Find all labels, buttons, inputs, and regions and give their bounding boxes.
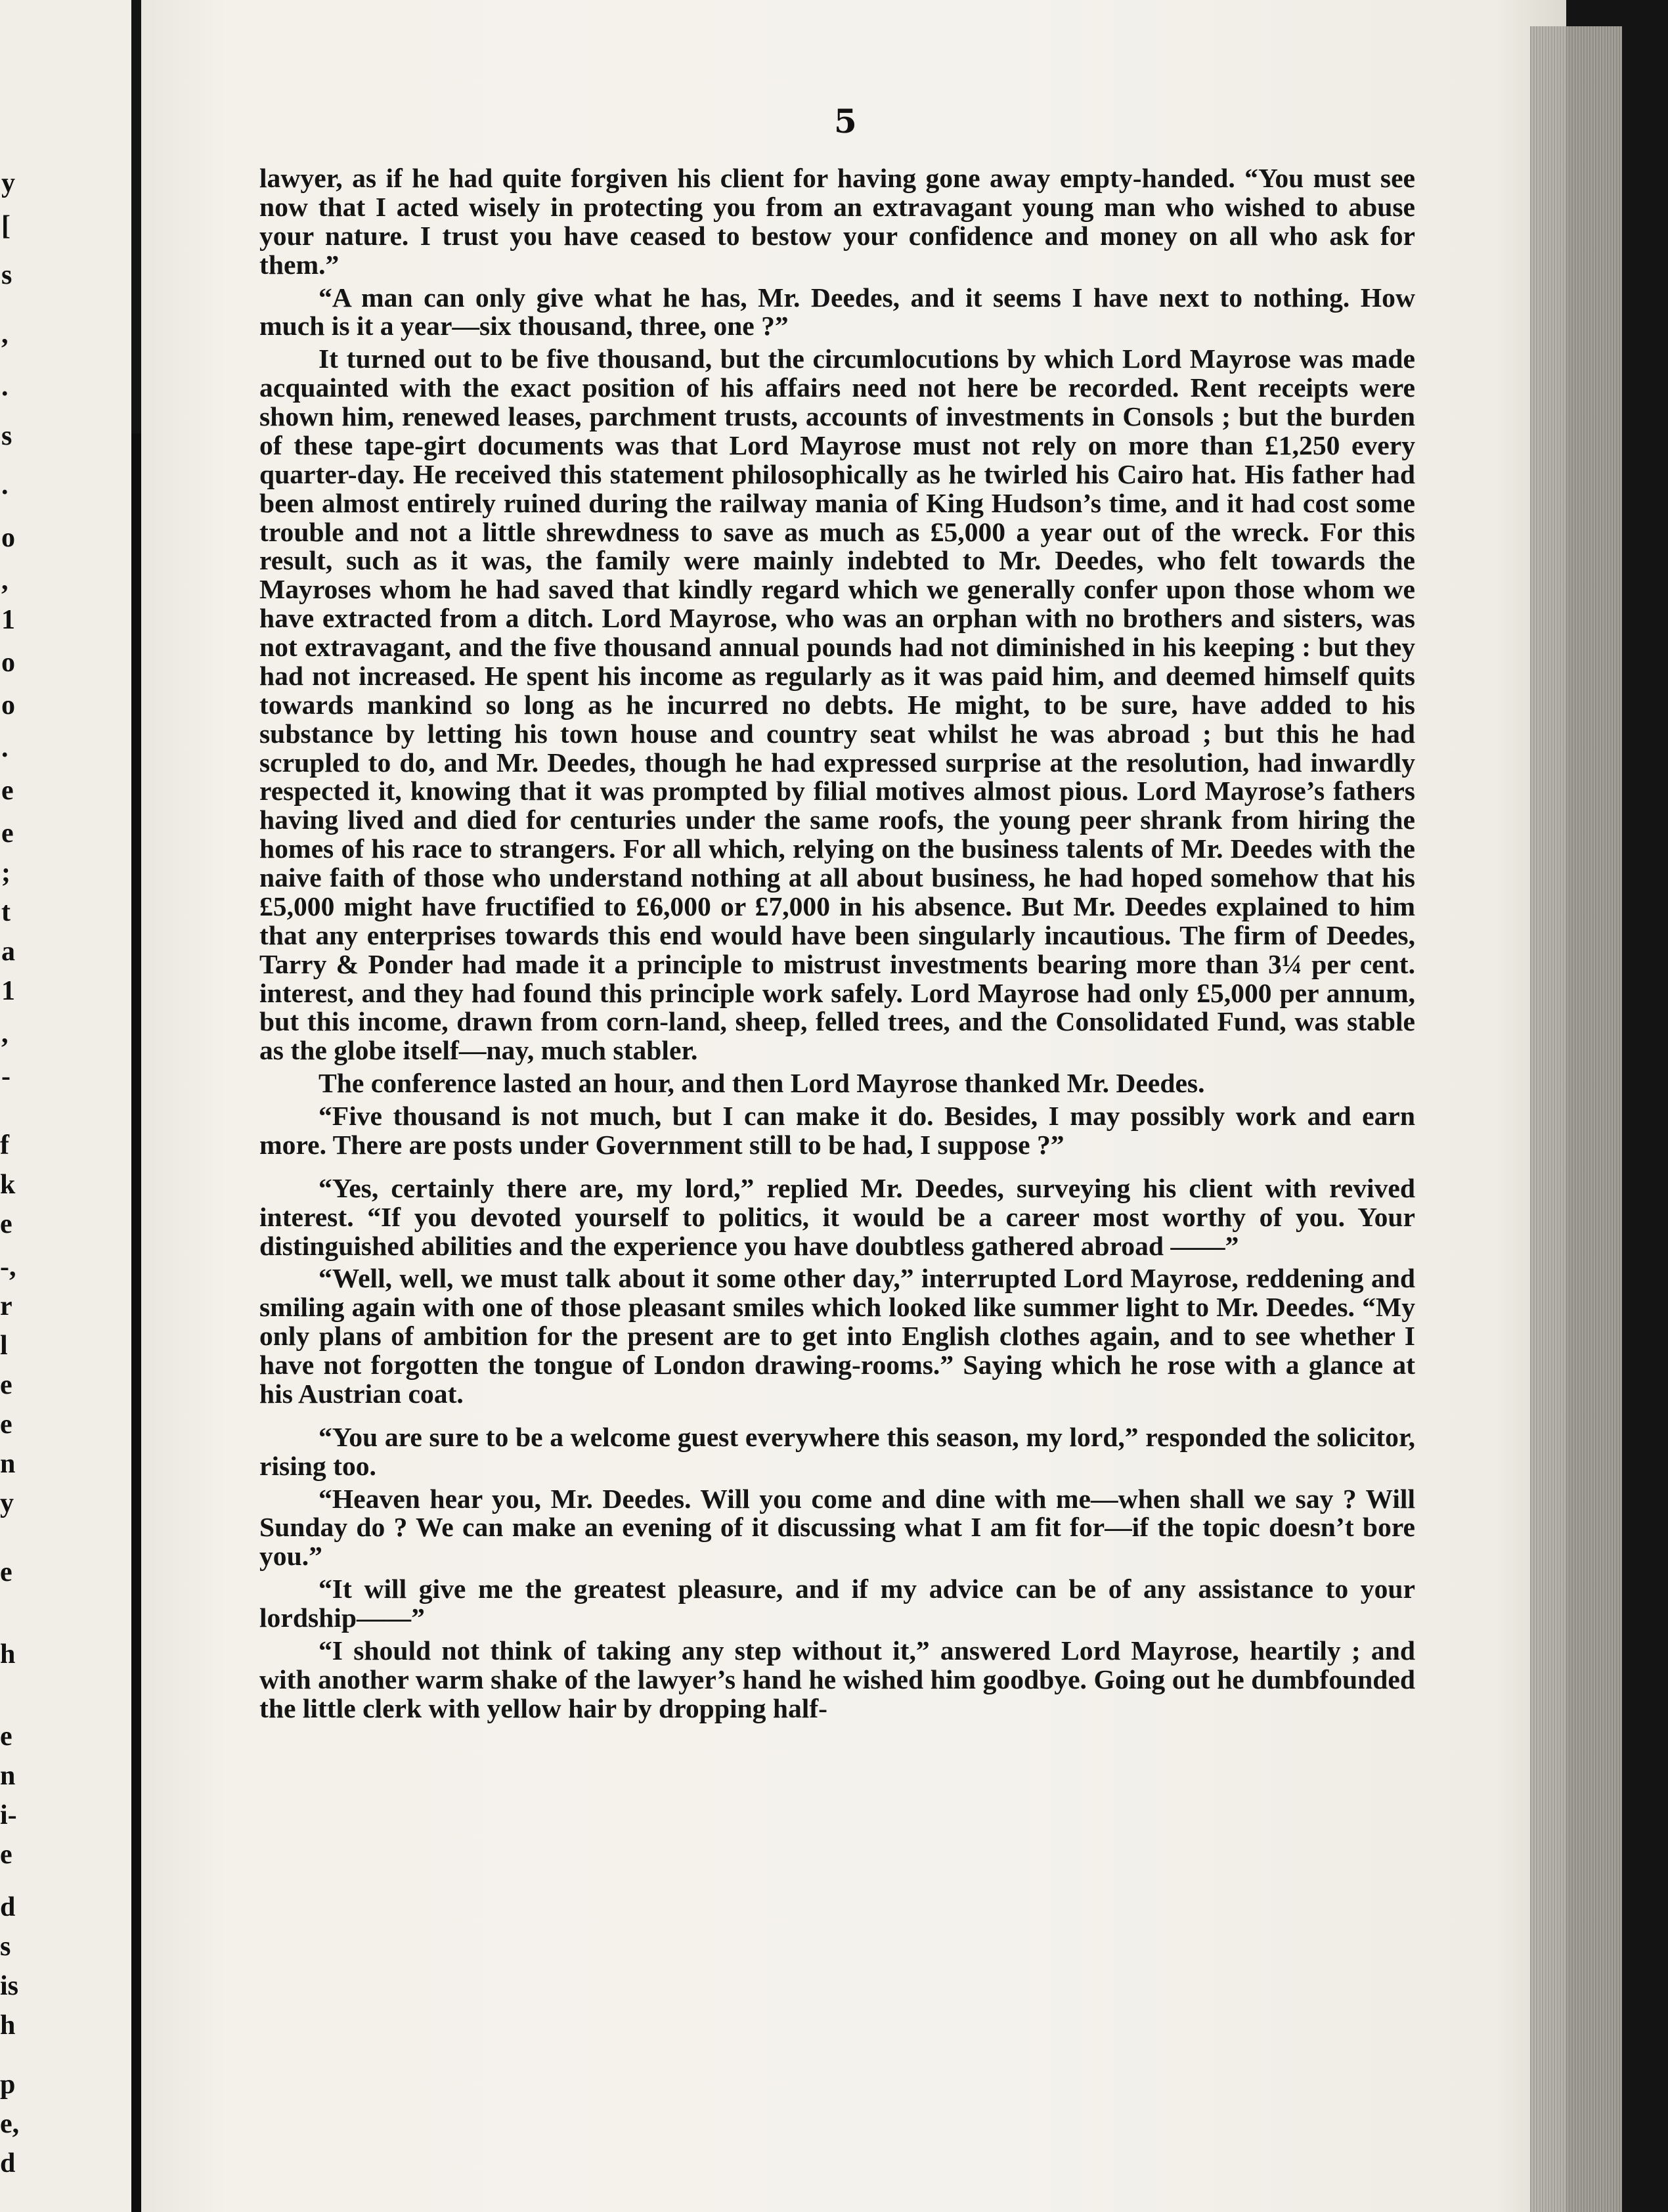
facing-page-fragment: 1 <box>1 605 15 635</box>
facing-page-fragment: e <box>0 1370 12 1400</box>
facing-page-fragment: e <box>0 1557 12 1587</box>
facing-page-fragment: k <box>0 1170 16 1200</box>
facing-page-fragment: e <box>0 1409 12 1440</box>
facing-page-fragment: s <box>0 1932 11 1962</box>
page-number: 5 <box>834 102 857 141</box>
facing-page-fragment: o <box>1 690 15 720</box>
facing-page-fragment: o <box>1 523 15 553</box>
facing-page-fragment: n <box>0 1761 16 1791</box>
facing-page-fragment: l <box>0 1331 8 1361</box>
facing-page-fragment: e <box>0 1840 12 1870</box>
facing-page-fragment: h <box>0 1639 16 1670</box>
facing-page-fragment: - <box>1 1061 11 1092</box>
paragraph: It turned out to be five thousand, but the circumlocutions by which Lord Mayrose was made acquainted with the exact position of his affairs need not here be recorded. Rent receipts were shown him, renewed leases, parchment trusts, accounts of investments in Consols ; but the burden of these tape-girt documents was that Lord Mayrose must not rely on more than £1,250 every quarter-day. He received this statement philosophically as he twirled his Cairo hat. His father had been almost entirely ruined during the railway mania of King Hudson’s time, and it had cost some trouble and not a little shrewdness to save as much as £5,000 a year out of the wreck. For this result, such as it was, the family were mainly indebted to Mr. Deedes, who felt towards the Mayroses whom he had saved that kindly regard which we generally confer upon those whom we have extracted from a ditch. Lord Mayrose, who was an orphan with no brothers and sisters, was not extravagant, and the five thousand annual pounds had not diminished in his keeping : but they had not increased. He spent his income as regularly as it was paid him, and deemed himself quits towards mankind so long as he incurred no debts. He might, to be sure, have added to his substance by letting his town house and country seat whilst he was abroad ; but this he had scrupled to do, and Mr. Deedes, though he had expressed surprise at the resolution, had inwardly respected it, knowing that it was prompted by filial motives almost pious. Lord Mayrose’s fathers having lived and died for centuries under the same roofs, the young peer shrank from hiring the homes of his race to strangers. For all which, relying on the business talents of Mr. Deedes with the naive faith of those who understand nothing at all about business, he had hoped somehow that his £5,000 might have fructified to £6,000 or £7,000 in his absence. But Mr. Deedes explained to him that any enterprises towards this end would have been singularly incautious. The firm of Deedes, Tarry & Ponder had made it a principle to mistrust investments bearing more than 3¼ per cent. interest, and they had found this principle work safely. Lord Mayrose had only £5,000 per annum, but this income, drawn from corn-land, sheep, felled trees, and the Consolidated Fund, was stable as the globe itself—nay, much stabler. <box>259 343 1415 1066</box>
facing-page-fragment: f <box>0 1130 9 1161</box>
paragraph: lawyer, as if he had quite forgiven his client for having gone away empty-handed. “You must see now that I acted wisely in protecting you from an extravagant young man who wished to abuse your nature. I trust you have ceased to bestow your confidence and money on all who ask for them.” <box>259 163 1415 280</box>
page-edge-stack <box>1530 26 1622 2212</box>
facing-page-fragment: y <box>1 168 15 198</box>
facing-page-fragment: 1 <box>1 976 15 1006</box>
paragraph: “I should not think of taking any step without it,” answered Lord Mayrose, heartily ; and with another warm shake of the lawyer’s hand he wished him goodbye. Going out he dumbfounded the little clerk with yellow hair by dropping half- <box>259 1635 1415 1723</box>
facing-page-fragment: o <box>1 648 15 678</box>
facing-page-fragment: , <box>1 565 9 596</box>
facing-page-fragment: e <box>1 776 14 806</box>
facing-page-fragment: h <box>0 2010 16 2041</box>
facing-page-fragment: s <box>1 260 12 290</box>
facing-page-fragment: t <box>1 897 11 927</box>
facing-page-fragment: e <box>0 1209 12 1239</box>
facing-page-fragment: d <box>0 1892 16 1922</box>
facing-page-fragment: e <box>1 818 14 849</box>
facing-page-fragment: -, <box>0 1252 16 1282</box>
facing-page-fragment: is <box>0 1971 19 2001</box>
facing-page-fragment: , <box>1 1019 9 1049</box>
facing-page-fragment: n <box>0 1449 16 1479</box>
facing-page-fragment: ; <box>1 858 11 888</box>
facing-page-fragment: . <box>1 733 9 763</box>
paragraph: “Well, well, we must talk about it some other day,” interrupted Lord Mayrose, reddening and smiling again with one of those pleasant smiles which looked like summer light to Mr. Deedes. “My only plans of ambition for the present are to get into English clothes again, and to see whether I have not forgotten the tongue of London drawing-rooms.” Saying which he rose with a glance at his Austrian coat. <box>259 1263 1415 1409</box>
facing-page-fragment: . <box>1 372 9 402</box>
paragraph: “Five thousand is not much, but I can make it do. Besides, I may possibly work and earn more. There are posts under Government still to be had, I suppose ?” <box>259 1101 1415 1160</box>
facing-page-fragment: , <box>1 319 9 349</box>
facing-page-text-fragments <box>0 0 131 2212</box>
facing-page-fragment: . <box>1 470 9 500</box>
facing-page-fragment: i- <box>0 1800 17 1830</box>
facing-page-fragment: e <box>0 1721 12 1752</box>
facing-page-fragment: y <box>0 1488 14 1518</box>
facing-page-fragment: e, <box>0 2109 20 2139</box>
facing-page-fragment: [ <box>1 211 11 241</box>
facing-page-fragment: a <box>1 937 15 967</box>
paragraph: “Yes, certainly there are, my lord,” replied Mr. Deedes, surveying his client with revived interest. “If you devoted yourself to politics, it would be a career most worthy of you. Your distinguished abilities and the experience you have doubtless gathered abroad ——” <box>259 1172 1415 1261</box>
paragraph: “It will give me the greatest pleasure, and if my advice can be of any assistance to your lordship——” <box>259 1574 1415 1633</box>
paragraph: “You are sure to be a welcome guest everywhere this season, my lord,” responded the solicitor, rising too. <box>259 1421 1415 1481</box>
facing-page-fragment: d <box>0 2148 16 2179</box>
paragraph: “A man can only give what he has, Mr. Deedes, and it seems I have next to nothing. How much is it a year—six thousand, three, one ?” <box>259 282 1415 342</box>
facing-page-fragment: s <box>1 421 12 451</box>
facing-page-fragment: p <box>0 2069 16 2100</box>
facing-page-fragment: r <box>0 1291 12 1321</box>
body-text <box>259 164 1415 1723</box>
paragraph: “Heaven hear you, Mr. Deedes. Will you come and dine with me—when shall we say ? Will Sunday do ? We can make an evening of it discussing what I am fit for—if the topic doesn’t bore you.” <box>259 1483 1415 1572</box>
paragraph: The conference lasted an hour, and then Lord Mayrose thanked Mr. Deedes. <box>318 1068 1205 1099</box>
